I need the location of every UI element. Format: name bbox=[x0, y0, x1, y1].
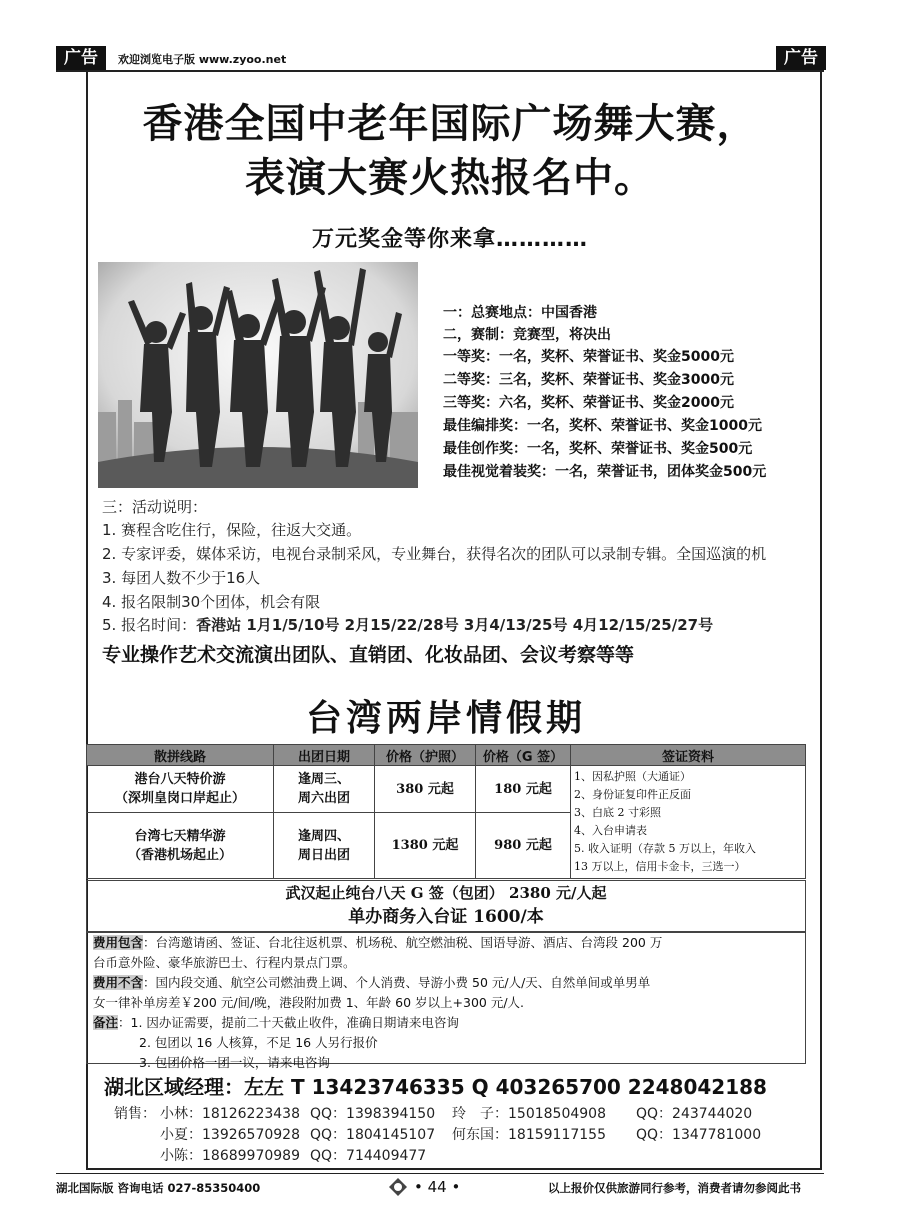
note-line-1: 备注：1. 因办证需要，提前二十天截止收件，准确日期请来电咨询 bbox=[93, 1015, 459, 1030]
signup-time-value: 香港站 1月1/5/10号 2月15/22/28号 3月4/13/25号 4月12/15/25/27号 bbox=[196, 616, 714, 634]
fee-exclude-line: 费用不含：国内段交通、航空公司燃油费上调、个人消费、导游小费 50 元/人/天、自然单间或单男单 bbox=[93, 975, 651, 990]
visa-item: 13 万以上，信用卡金卡，三选一） bbox=[574, 860, 746, 873]
sales-contact: 小陈：18689970989 bbox=[160, 1148, 300, 1164]
sales-contact: 小林：18126223438 bbox=[160, 1106, 300, 1122]
fee-exclude-label: 费用不含 bbox=[93, 975, 144, 990]
fee-notes-box bbox=[86, 932, 806, 1070]
sales-qq: QQ：243744020 bbox=[636, 1106, 753, 1122]
special-offer-business-permit: 单办商务入台证 1600/本 bbox=[348, 907, 544, 927]
headline-line1: 香港全国中老年国际广场舞大赛， bbox=[142, 101, 758, 147]
prize-line-0: 一：总赛地点：中国香港 bbox=[443, 305, 597, 321]
visa-requirements-cell bbox=[571, 766, 806, 879]
prize-line-3: 二等奖：三名，奖杯、荣誉证书、奖金3000元 bbox=[443, 372, 734, 388]
footer-rule bbox=[56, 1173, 824, 1174]
price-passport-cell: 1380 元起 bbox=[375, 813, 476, 879]
price-g-cell: 980 元起 bbox=[476, 813, 571, 879]
activity-slogan: 专业操作艺术交流演出团队、直销团、化妆品团、会议考察等等 bbox=[102, 644, 635, 666]
fee-exclude-line-2: 女一律补单房差￥200 元/间/晚，港段附加费 1、年龄 60 岁以上+300 元/人. bbox=[93, 995, 525, 1010]
headline-sub: 万元奖金等你来拿………… bbox=[311, 227, 588, 252]
activity-item-5 bbox=[102, 614, 713, 636]
table-header-row bbox=[87, 745, 806, 766]
visa-item: 2、身份证复印件正反面 bbox=[574, 788, 691, 801]
price-passport-cell: 380 元起 bbox=[375, 766, 476, 813]
col-price-passport: 价格（护照） bbox=[375, 745, 476, 766]
visa-item: 1、因私护照（大通证） bbox=[574, 770, 691, 783]
prize-line-5: 最佳编排奖：一名，奖杯、荣誉证书、奖金1000元 bbox=[443, 418, 762, 434]
taiwan-title: 台湾两岸情假期 bbox=[305, 698, 586, 739]
prize-line-1: 二，赛制：竞赛型，将决出 bbox=[443, 327, 611, 343]
fee-include-label: 费用包含 bbox=[93, 935, 144, 950]
visa-item: 3、白底 2 寸彩照 bbox=[574, 806, 661, 819]
note-line-3: 3. 包团价格一团一议，请来电咨询 bbox=[139, 1055, 330, 1070]
signup-time-label: 5. 报名时间： bbox=[102, 616, 197, 634]
footer-right: 以上报价仅供旅游同行参考，消费者请勿参阅此书 bbox=[548, 1181, 801, 1195]
price-g-cell: 180 元起 bbox=[476, 766, 571, 813]
visa-item: 5. 收入证明（存款 5 万以上，年收入 bbox=[574, 842, 756, 855]
prize-line-4: 三等奖：六名，奖杯、荣誉证书、奖金2000元 bbox=[443, 395, 734, 411]
headline-line2: 表演大赛火热报名中。 bbox=[245, 155, 655, 201]
activity-item-3: 3. 每团人数不少于16人 bbox=[102, 569, 261, 587]
date-cell: 逢周三、 周六出团 bbox=[274, 766, 375, 813]
visa-item: 4、入台申请表 bbox=[574, 824, 647, 837]
sales-qq: QQ：1347781000 bbox=[636, 1127, 762, 1143]
col-price-g: 价格（G 签） bbox=[476, 745, 571, 766]
tour-price-table bbox=[86, 744, 806, 879]
special-offers-box bbox=[86, 880, 806, 932]
ad-tag-left: 广告 bbox=[56, 46, 106, 70]
dancers-photo bbox=[98, 262, 418, 488]
prize-line-7: 最佳视觉着装奖：一名，荣誉证书，团体奖金500元 bbox=[443, 464, 767, 480]
col-visa: 签证资料 bbox=[571, 745, 806, 766]
dancers-silhouette-image bbox=[98, 262, 418, 488]
sales-label: 销售： bbox=[114, 1106, 156, 1122]
activity-title: 三：活动说明： bbox=[102, 498, 208, 516]
activity-item-2: 2. 专家评委，媒体采访，电视台录制采风，专业舞台，获得名次的团队可以录制专辑。全国巡演的机 bbox=[102, 545, 767, 563]
col-route: 散拼线路 bbox=[87, 745, 274, 766]
prize-line-2: 一等奖：一名，奖杯、荣誉证书、奖金5000元 bbox=[443, 349, 734, 365]
sales-contact: 小夏：13926570928 bbox=[160, 1127, 300, 1143]
route-cell: 港台八天特价游 （深圳皇岗口岸起止） bbox=[87, 766, 274, 813]
sales-contact: 玲 子：15018504908 bbox=[452, 1106, 606, 1122]
route-cell: 台湾七天精华游 （香港机场起止） bbox=[87, 813, 274, 879]
regional-manager: 湖北区域经理：左左 T 13423746335 Q 403265700 2248042188 bbox=[104, 1075, 767, 1099]
table-row bbox=[87, 766, 806, 813]
special-offer-g-visa: 武汉起止纯台八天 G 签（包团） 2380 元/人起 bbox=[285, 884, 607, 902]
fee-include-line: 费用包含：台湾邀请函、签证、台北往返机票、机场税、航空燃油税、国语导游、酒店、台湾段 200 万 bbox=[93, 935, 663, 950]
sales-qq: QQ：1804145107 bbox=[310, 1127, 436, 1143]
activity-item-4: 4. 报名限制30个团体，机会有限 bbox=[102, 593, 321, 611]
note-label: 备注 bbox=[93, 1015, 119, 1030]
page-number: • 44 • bbox=[414, 1178, 461, 1196]
ad-tag-right: 广告 bbox=[776, 46, 826, 70]
col-date: 出团日期 bbox=[274, 745, 375, 766]
activity-item-1: 1. 赛程含吃住行，保险，往返大交通。 bbox=[102, 521, 362, 539]
note-line-2: 2. 包团以 16 人核算，不足 16 人另行报价 bbox=[139, 1035, 378, 1050]
page-logo-icon bbox=[388, 1177, 408, 1197]
welcome-text: 欢迎浏览电子版 www.zyoo.net bbox=[118, 53, 287, 66]
sales-qq: QQ：1398394150 bbox=[310, 1106, 436, 1122]
footer-left: 湖北国际版 咨询电话 027-85350400 bbox=[56, 1181, 261, 1195]
sales-contact: 何东国：18159117155 bbox=[452, 1127, 606, 1143]
prize-line-6: 最佳创作奖：一名，奖杯、荣誉证书、奖金500元 bbox=[443, 441, 753, 457]
sales-qq: QQ：714409477 bbox=[310, 1148, 427, 1164]
date-cell: 逢周四、 周日出团 bbox=[274, 813, 375, 879]
fee-include-line-2: 台币意外险、豪华旅游巴士、行程内景点门票。 bbox=[93, 955, 356, 970]
